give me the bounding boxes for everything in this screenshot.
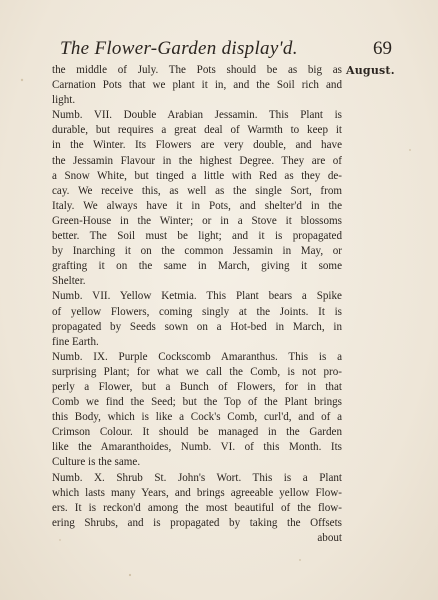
body-text: [52, 63, 342, 546]
text-line: Green-House in the Winter; or in a Stove it blossoms: [52, 214, 342, 227]
text-line: surprising Plant; for what we call the Comb, is not pro-: [52, 365, 342, 378]
text-line: Numb. X. Shrub St. John's Wort. This is a Plant: [52, 471, 342, 484]
text-line: grafting it on the same in March, giving it some: [52, 260, 342, 273]
page-header: [60, 38, 392, 64]
text-line: about: [317, 531, 342, 544]
text-line: a Snow White, but tinged a little with Red as they de-: [52, 169, 342, 182]
text-line: like the Amaranthoides, Numb. VI. of this Month. Its: [52, 441, 342, 454]
text-line: perly a Flower, but a Bunch of Flowers, for in that: [52, 380, 342, 393]
text-line: better. The Soil must be light; and it is propagated: [52, 230, 342, 243]
text-line: Numb. VII. Yellow Ketmia. This Plant bears a Spike: [52, 290, 342, 303]
marginal-note: August.: [346, 64, 395, 77]
text-line: Numb. VII. Double Arabian Jessamin. This Plant is: [52, 109, 342, 122]
foxing-spot: [21, 79, 23, 81]
text-line: Culture is the same.: [52, 456, 141, 469]
text-line: this Body, which is like a Cock's Comb, curl'd, and of a: [52, 411, 342, 424]
text-line: in the Winter. Its Flowers are very double, and have: [52, 139, 342, 152]
text-line: of yellow Flowers, coming singly at the Joints. It is: [52, 305, 342, 318]
text-line: the middle of July. The Pots should be as big as: [52, 64, 342, 76]
text-line: which lasts many Years, and brings agreeable yellow Flow-: [52, 486, 342, 499]
text-line: the Jessamin Flavour in the highest Degree. They are of: [52, 154, 342, 167]
text-line: Shelter.: [52, 275, 86, 288]
text-line: Carnation Pots that we plant it in, and the Soil rich and: [52, 79, 342, 92]
text-line: by Inarching it on the common Jessamin in May, or: [52, 245, 342, 258]
foxing-spot: [299, 559, 301, 561]
text-line: light.: [52, 94, 76, 107]
text-line: cay. We receive this, as well as the single Sort, from: [52, 184, 342, 197]
running-title: The Flower-Garden display'd.: [60, 38, 298, 59]
text-line: Italy. We always have it in Pots, and shelter'd in the: [52, 199, 342, 212]
text-line: ers. It is reckon'd among the most beautiful of the flow-: [52, 501, 342, 514]
text-line: Crimson Colour. It should be managed in the Garden: [52, 426, 342, 439]
text-line: Numb. IX. Purple Cockscomb Amaranthus. This is a: [52, 350, 342, 363]
text-line: fine Earth.: [52, 335, 99, 348]
page-number: 69: [373, 38, 392, 59]
foxing-spot: [409, 149, 411, 151]
text-line: durable, but requires a great deal of Warmth to keep it: [52, 124, 342, 137]
foxing-spot: [129, 574, 131, 576]
text-line: ering Shrubs, and is propagated by taking the Offsets: [52, 516, 342, 529]
text-line: propagated by Seeds sown on a Hot-bed in March, in: [52, 320, 342, 333]
text-line: Comb we find the Seed; but the Top of the Plant brings: [52, 396, 342, 409]
